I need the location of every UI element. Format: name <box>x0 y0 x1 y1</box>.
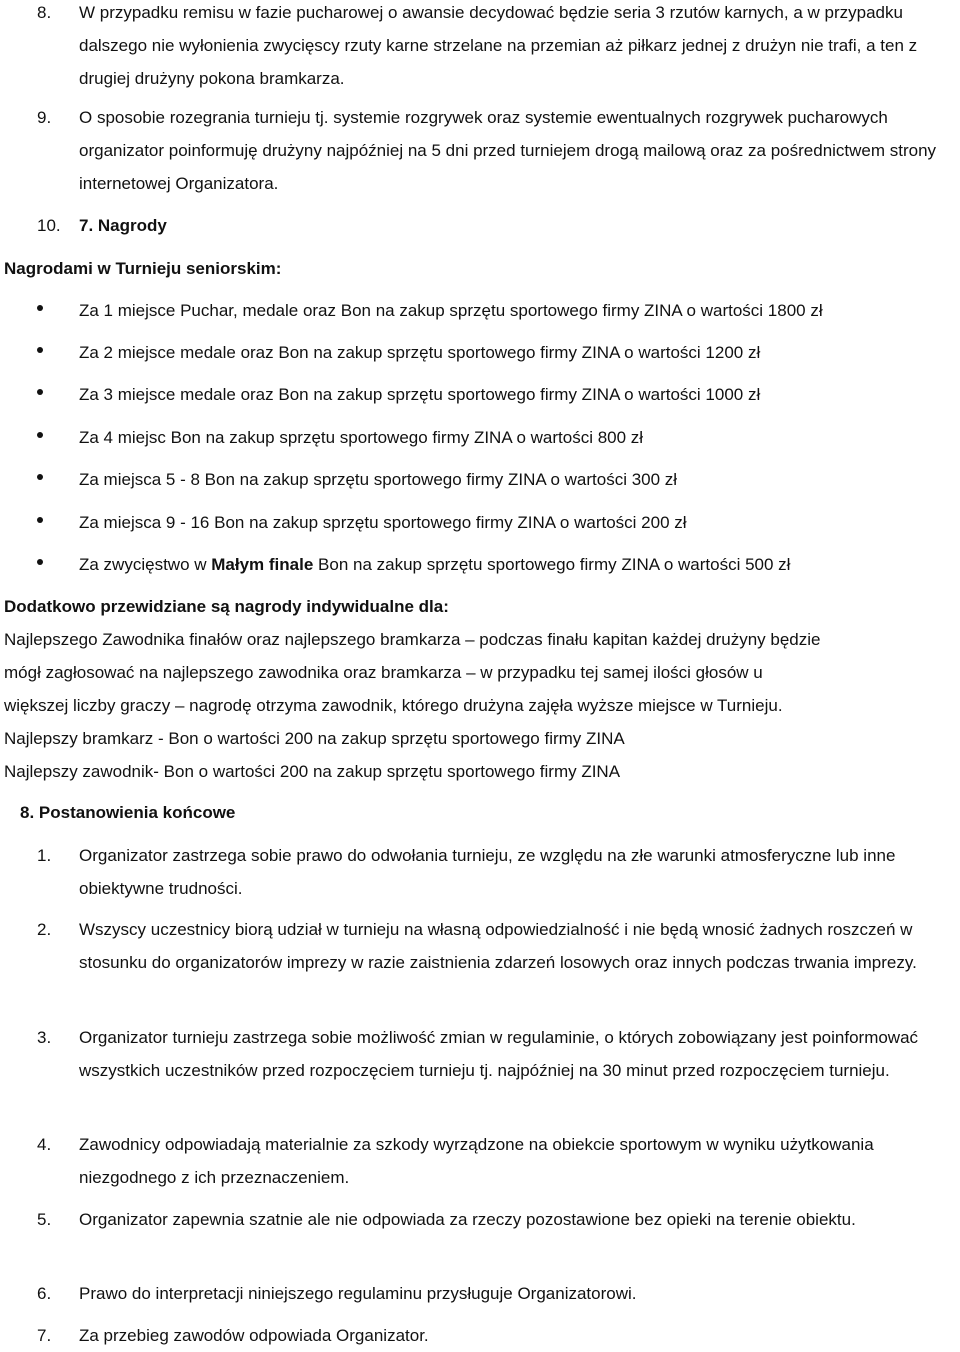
item-text: Wszyscy uczestnicy biorą udział w turnieju na własną odpowiedzialność i nie będą wnosić żadnych roszczeń w stosunku do organizatorów imprezy w razie zaistnienia zdarzeń losowych oraz innych podczas trwania imprezy. <box>79 920 917 972</box>
item-text: Prawo do interpretacji niniejszego regulaminu przysługuje Organizatorowi. <box>79 1284 637 1303</box>
item-number: 3. <box>37 1028 52 1047</box>
bullet-icon <box>37 517 43 523</box>
bullet-icon <box>37 474 43 480</box>
item-text: Zawodnicy odpowiadają materialnie za szkody wyrządzone na obiekcie sportowym w wyniku użytkowania niezgodnego z ich przeznaczeniem. <box>79 1135 874 1187</box>
item-number: 2. <box>37 920 52 939</box>
bullet-icon <box>37 347 43 353</box>
best-goalkeeper-line: Najlepszy bramkarz - Bon o wartości 200 na zakup sprzętu sportowego firmy ZINA <box>4 729 625 748</box>
prize-text: Za 3 miejsce medale oraz Bon na zakup sprzętu sportowego firmy ZINA o wartości 1000 zł <box>79 385 761 404</box>
paragraph-line: większej liczby graczy – nagrodę otrzyma zawodnik, którego drużyna zajęła wyższe miejsce w Turnieju. <box>4 696 783 715</box>
prize-text: Za 4 miejsc Bon na zakup sprzętu sportowego firmy ZINA o wartości 800 zł <box>79 428 644 447</box>
rule-number: 9. <box>37 108 52 127</box>
item-number: 6. <box>37 1284 52 1303</box>
item-text: Organizator zapewnia szatnie ale nie odpowiada za rzeczy pozostawione bez opieki na terenie obiektu. <box>79 1210 856 1229</box>
prize-text-part: Za zwycięstwo w <box>79 555 212 574</box>
bullet-icon <box>37 559 43 565</box>
prize-text-part: Bon na zakup sprzętu sportowego firmy ZINA o wartości 500 zł <box>313 555 791 574</box>
item-number: 4. <box>37 1135 52 1154</box>
item-text: Organizator zastrzega sobie prawo do odwołania turnieju, ze względu na złe warunki atmosferyczne lub inne obiektywne trudności. <box>79 846 896 898</box>
prize-text: Za miejsca 5 - 8 Bon na zakup sprzętu sportowego firmy ZINA o wartości 300 zł <box>79 470 678 489</box>
item-number: 7. <box>37 1326 52 1345</box>
bullet-icon <box>37 389 43 395</box>
small-final-bold: Małym finale <box>211 555 314 574</box>
prizes-subheading: Nagrodami w Turnieju seniorskim: <box>4 259 282 278</box>
rule-number: 10. <box>37 216 61 235</box>
item-text: Za przebieg zawodów odpowiada Organizator. <box>79 1326 429 1345</box>
prize-text: Za miejsca 9 - 16 Bon na zakup sprzętu sportowego firmy ZINA o wartości 200 zł <box>79 513 687 532</box>
rule-number: 8. <box>37 3 52 22</box>
item-text: Organizator turnieju zastrzega sobie możliwość zmian w regulaminie, o których zobowiązany jest poinformować wszystkich uczestników przed rozpoczęciem turnieju tj. najpóźniej na 30 minut przed rozpoczęciem turnieju. <box>79 1028 919 1080</box>
paragraph-line: Najlepszego Zawodnika finałów oraz najlepszego bramkarza – podczas finału kapitan każdej drużyny będzie <box>4 630 821 649</box>
prize-text <box>79 548 956 581</box>
paragraph-line: mógł zagłosować na najlepszego zawodnika oraz bramkarza – w przypadku tej samej ilości głosów u <box>4 663 763 682</box>
rule-text: W przypadku remisu w fazie pucharowej o awansie decydować będzie seria 3 rzutów karnych, a w przypadku dalszego nie wyłonienia zwycięscy rzuty karne strzelane na przemian aż piłkarz jednej z drużyn nie trafi, a ten z drugiej drużyny pokona bramkarza. <box>79 3 918 88</box>
prize-text: Za 1 miejsce Puchar, medale oraz Bon na zakup sprzętu sportowego firmy ZINA o wartości 1800 zł <box>79 301 823 320</box>
best-player-line: Najlepszy zawodnik- Bon o wartości 200 na zakup sprzętu sportowego firmy ZINA <box>4 762 621 781</box>
individual-prizes-heading: Dodatkowo przewidziane są nagrody indywidualne dla: <box>4 597 449 616</box>
item-number: 5. <box>37 1210 52 1229</box>
rule-text: O sposobie rozegrania turnieju tj. systemie rozgrywek oraz systemie ewentualnych rozgrywek pucharowych organizator poinformuję drużyny najpóźniej na 5 dni przed turniejem drogą mailową oraz za pośrednictwem strony internetowej Organizatora. <box>79 108 937 193</box>
section-title: 8. Postanowienia końcowe <box>20 803 236 822</box>
item-number: 1. <box>37 846 52 865</box>
bullet-icon <box>37 305 43 311</box>
bullet-icon <box>37 432 43 438</box>
section-title: 7. Nagrody <box>79 216 167 235</box>
prize-text: Za 2 miejsce medale oraz Bon na zakup sprzętu sportowego firmy ZINA o wartości 1200 zł <box>79 343 761 362</box>
